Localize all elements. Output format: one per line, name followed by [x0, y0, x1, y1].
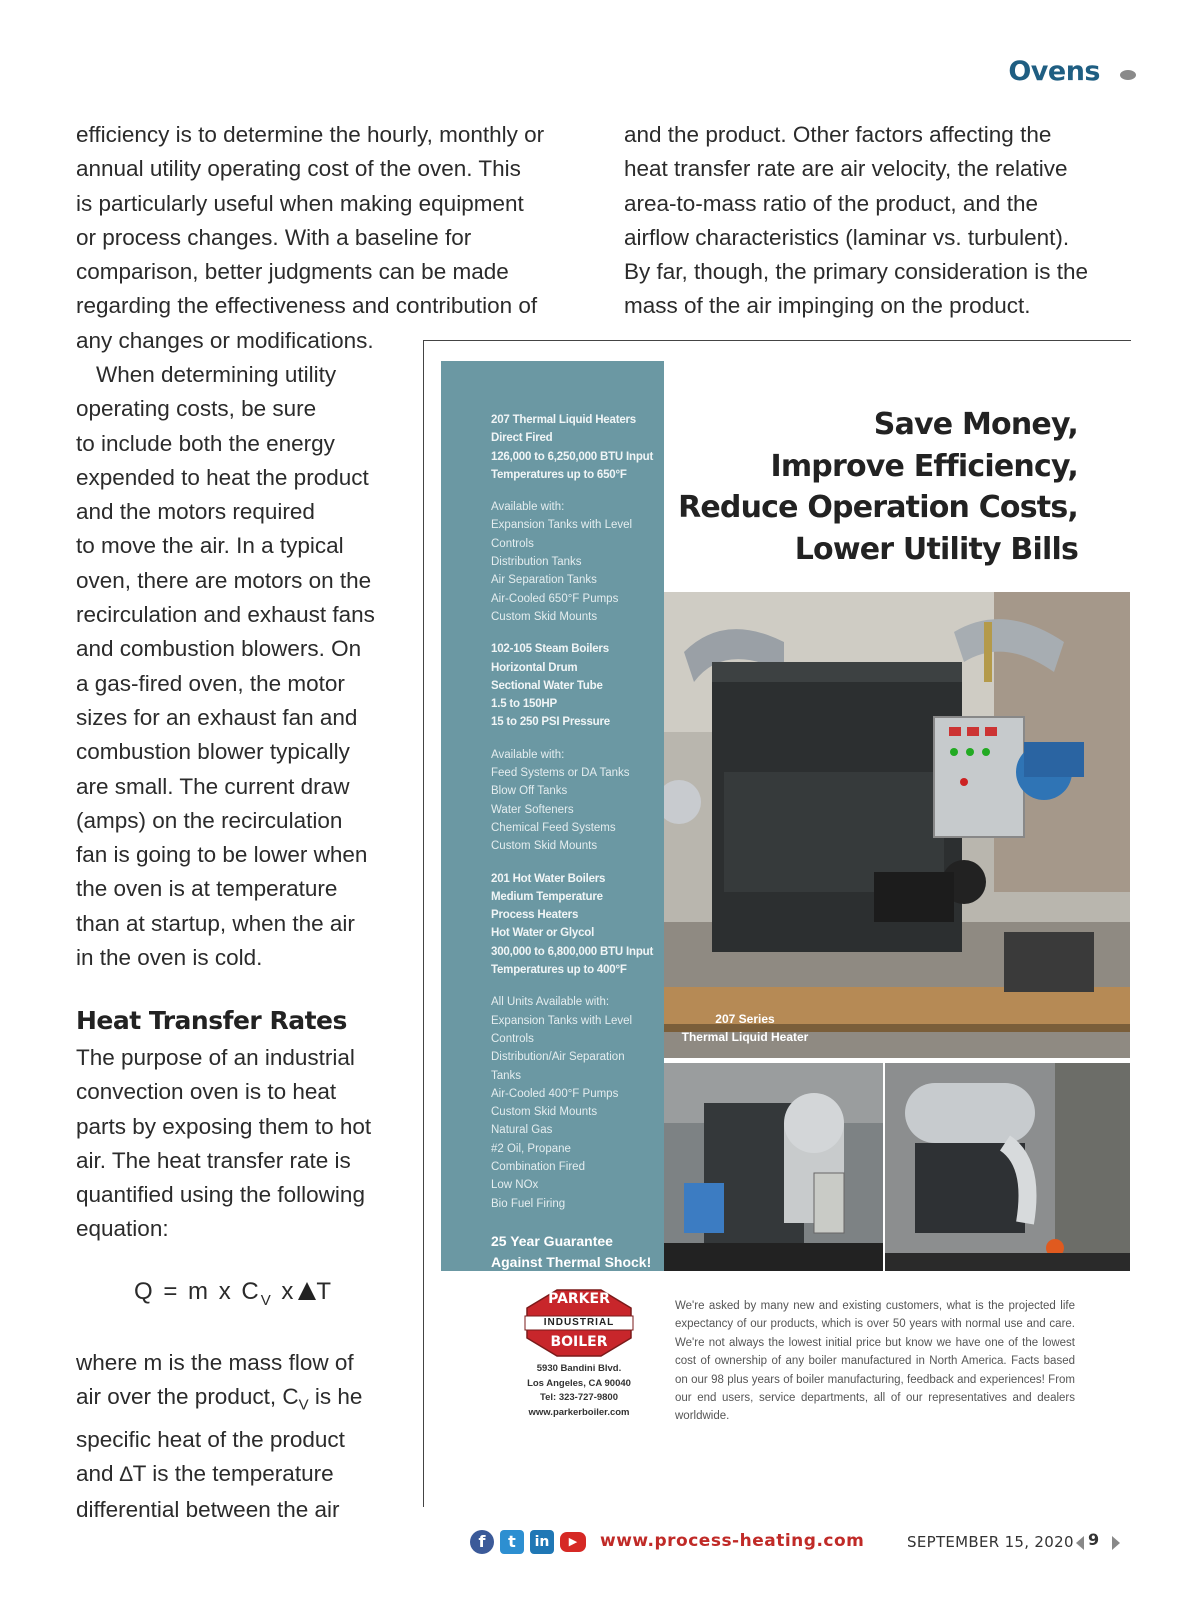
- sidebar-block2-options-line: Feed Systems or DA Tanks: [491, 767, 630, 780]
- sidebar-block3-options-line: Low NOx: [491, 1179, 539, 1192]
- sidebar-block3-specs: [491, 870, 654, 980]
- sidebar-block1-options-line: Custom Skid Mounts: [491, 610, 598, 623]
- equation-q: Q: [134, 1278, 155, 1305]
- boiler-photo-2-graphic: [664, 1063, 883, 1271]
- company-address-line: www.parkerboiler.com: [528, 1406, 630, 1418]
- ad-headline-line: Lower Utility Bills: [794, 531, 1078, 567]
- sidebar-block1-options-line: Available with:: [491, 501, 565, 514]
- parker-boiler-logo: [519, 1288, 639, 1363]
- ad-border-left: [423, 340, 424, 1507]
- guarantee-text: [491, 1231, 654, 1273]
- sidebar-block3-specs-line: 300,000 to 6,800,000 BTU Input: [491, 945, 654, 958]
- where-text-2: is he specific heat of the product and: [76, 1384, 363, 1487]
- sidebar-block3-options-line: Expansion Tanks with Level: [491, 1014, 633, 1027]
- sidebar-block2-specs: [491, 640, 654, 731]
- where-text-3: T is the temperature differential between the air: [76, 1461, 340, 1522]
- guarantee-text-line: 25 Year Guarantee: [491, 1232, 613, 1249]
- ad-body-text: We're asked by many new and existing customers, what is the projected life expectancy of our products, which is over 50 years with normal use and care. We're not always the lowest initial price but know we have one of the lowest cost of ownership of any boiler manufactured in North America. Facts based on our 98 plus years of boiler manufacturing, feedback and experiences! From our end users, service departments, all of our representatives and dealers worldwide.: [675, 1300, 1075, 1423]
- sidebar-block2-options-line: Available with:: [491, 748, 565, 761]
- ad-headline: [678, 404, 1078, 570]
- sidebar-block3-specs-line: Hot Water or Glycol: [491, 927, 595, 940]
- logo-text-bottom: BOILER: [550, 1334, 608, 1350]
- company-address: [514, 1362, 644, 1420]
- photo-caption: [670, 1010, 820, 1046]
- logo-text-mid: INDUSTRIAL: [543, 1317, 615, 1328]
- ad-border-top: [423, 340, 1131, 341]
- section-title: Ovens: [1008, 56, 1100, 87]
- sidebar-block1-specs-line: Temperatures up to 650°F: [491, 468, 627, 481]
- twitter-icon[interactable]: t: [500, 1530, 524, 1554]
- equation-equals: =: [163, 1278, 180, 1305]
- paragraph-utility-costs: When determining utility operating costs, be sure to include both the energy expended to heat the product and the motors required to move the air. In a typical oven, there are motors on the recirculation and exhaust fans and combustion blowers. On a gas-fired oven, the motor sizes for an exhaust fan and combustion blower typically are small. The current draw (amps) on the recirculation fan is going to be lower when the oven is at temperature than at startup, when the air in the oven is cold.: [76, 362, 375, 971]
- next-page-icon[interactable]: [1112, 1536, 1120, 1550]
- heat-transfer-equation: [134, 1278, 333, 1309]
- page-number: 9: [1088, 1530, 1100, 1549]
- sidebar-block3-options: [491, 993, 654, 1213]
- sidebar-block3-options-line: Bio Fuel Firing: [491, 1197, 566, 1210]
- sidebar-block2-specs-line: 102-105 Steam Boilers: [491, 643, 609, 656]
- youtube-icon[interactable]: ▶: [560, 1532, 586, 1552]
- sidebar-block3-options-line: Air-Cooled 400°F Pumps: [491, 1087, 619, 1100]
- sidebar-block3-options-line: Custom Skid Mounts: [491, 1106, 598, 1119]
- equation-times: x: [218, 1278, 233, 1305]
- section-bullet-icon: [1120, 70, 1136, 80]
- company-address-line: Tel: 323-727-9800: [540, 1392, 618, 1403]
- article-right-column: [624, 118, 1134, 324]
- sidebar-block1-options-line: Controls: [491, 537, 534, 550]
- ad-product-sidebar: [441, 361, 664, 1271]
- sidebar-block3-options-line: Controls: [491, 1032, 534, 1045]
- sidebar-block3-specs-line: Medium Temperature: [491, 890, 603, 903]
- sidebar-block1-options-line: Expansion Tanks with Level: [491, 519, 633, 532]
- photo-caption-line: 207 Series: [715, 1012, 775, 1026]
- sidebar-block2-options-line: Chemical Feed Systems: [491, 821, 616, 834]
- sidebar-block3-specs-line: Process Heaters: [491, 909, 579, 922]
- sidebar-block1-options: [491, 498, 654, 626]
- paragraph-other-factors: and the product. Other factors affecting the heat transfer rate are air velocity, the relative area-to-mass ratio of the product, and the airflow characteristics (laminar vs. turbulent). By far, though, the primary consideration is the mass of the air impinging on the product.: [624, 122, 1088, 319]
- equation-subscript: V: [260, 1291, 273, 1309]
- equation-t: T: [316, 1278, 334, 1305]
- boiler-photo-2: [664, 1063, 883, 1271]
- previous-page-icon[interactable]: [1076, 1536, 1084, 1550]
- sidebar-block3-options-line: All Units Available with:: [491, 996, 610, 1009]
- boiler-photo-3: [885, 1063, 1130, 1271]
- sidebar-block1-specs: [491, 411, 654, 484]
- sidebar-block1-options-line: Air-Cooled 650°F Pumps: [491, 592, 619, 605]
- subhead-heat-transfer: Heat Transfer Rates: [76, 1006, 347, 1035]
- sidebar-block2-options-line: Blow Off Tanks: [491, 785, 568, 798]
- boiler-photo-main: [664, 592, 1130, 1058]
- where-subscript: V: [298, 1396, 309, 1414]
- article-heat-paragraph: [76, 1041, 406, 1247]
- logo-text-top: PARKER: [548, 1291, 610, 1307]
- ad-headline-line: Improve Efficiency,: [770, 448, 1078, 484]
- sidebar-block3-specs-line: 201 Hot Water Boilers: [491, 872, 606, 885]
- footer-issue-date: SEPTEMBER 15, 2020: [907, 1533, 1074, 1551]
- sidebar-block2-specs-line: 15 to 250 PSI Pressure: [491, 716, 610, 729]
- paragraph-efficiency: efficiency is to determine the hourly, monthly or annual utility operating cost of the oven. This is particularly useful when making equipment or process changes. With a baseline for comparison, better judgments can be made regarding the effectiveness and contribution of any changes or modifications.: [76, 122, 545, 353]
- sidebar-block1-options-line: Air Separation Tanks: [491, 574, 597, 587]
- article-where-paragraph: [76, 1346, 416, 1527]
- ad-headline-line: Reduce Operation Costs,: [678, 490, 1078, 525]
- page-footer: [470, 1528, 1130, 1558]
- linkedin-icon[interactable]: in: [530, 1530, 554, 1554]
- sidebar-block2-specs-line: Sectional Water Tube: [491, 679, 603, 692]
- delta-symbol: ∆: [119, 1463, 133, 1487]
- delta-icon: [298, 1282, 316, 1300]
- sidebar-block3-options-line: Tanks: [491, 1069, 522, 1082]
- where-text-1: where m is the mass flow of air over the product, C: [76, 1350, 354, 1410]
- sidebar-block2-options: [491, 746, 654, 856]
- sidebar-block2-specs-line: Horizontal Drum: [491, 661, 578, 674]
- sidebar-block1-specs-line: Direct Fired: [491, 432, 553, 445]
- sidebar-block3-options-line: Combination Fired: [491, 1160, 585, 1173]
- sidebar-block1-options-line: Distribution Tanks: [491, 556, 582, 569]
- guarantee-text-line: Against Thermal Shock!: [491, 1253, 652, 1270]
- company-address-line: Los Angeles, CA 90040: [527, 1377, 631, 1389]
- sidebar-block3-options-line: Natural Gas: [491, 1124, 553, 1137]
- sidebar-block3-options-line: Distribution/Air Separation: [491, 1051, 625, 1064]
- article-left-column-top: [76, 118, 588, 358]
- sidebar-block2-options-line: Water Softeners: [491, 803, 574, 816]
- boiler-photo-3-graphic: [885, 1063, 1130, 1271]
- sidebar-block3-options-line: #2 Oil, Propane: [491, 1142, 571, 1155]
- footer-website-link[interactable]: www.process-heating.com: [600, 1531, 865, 1551]
- ad-headline-line: Save Money,: [873, 407, 1078, 442]
- equation-c: C: [241, 1278, 261, 1305]
- boiler-photo-graphic: [664, 592, 1130, 1058]
- paragraph-heat-transfer: The purpose of an industrial convection oven is to heat parts by exposing them to hot air. The heat transfer rate is quantified using the following equation:: [76, 1045, 372, 1242]
- sidebar-block1-specs-line: 126,000 to 6,250,000 BTU Input: [491, 450, 654, 463]
- paragraph-where: [76, 1346, 416, 1527]
- equation-times-2: x: [281, 1278, 296, 1305]
- equation-m: m: [188, 1278, 211, 1305]
- sidebar-block2-options-line: Custom Skid Mounts: [491, 840, 598, 853]
- article-left-column-narrow: [76, 358, 406, 975]
- sidebar-block3-specs-line: Temperatures up to 400°F: [491, 964, 627, 977]
- sidebar-block1-specs-line: 207 Thermal Liquid Heaters: [491, 414, 636, 426]
- photo-caption-line: Thermal Liquid Heater: [681, 1030, 809, 1044]
- facebook-icon[interactable]: f: [470, 1530, 494, 1554]
- sidebar-block2-specs-line: 1.5 to 150HP: [491, 698, 557, 711]
- company-address-line: 5930 Bandini Blvd.: [536, 1363, 622, 1374]
